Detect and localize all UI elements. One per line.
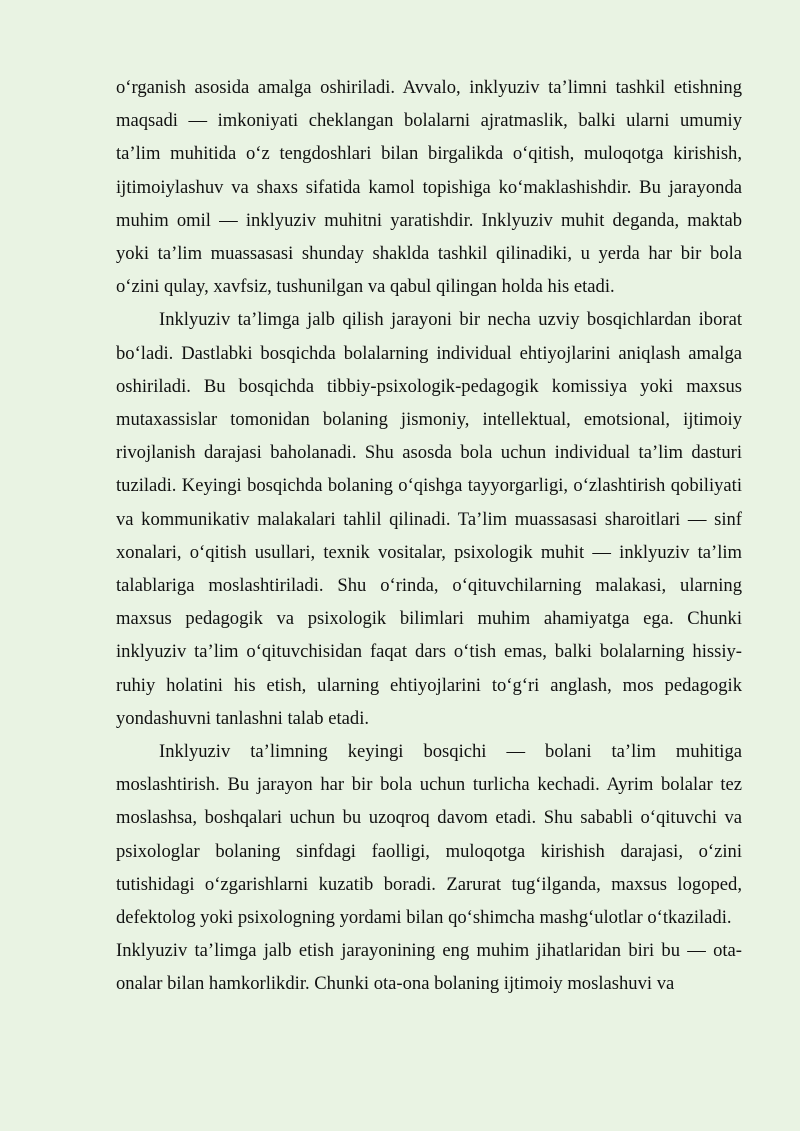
paragraph-3: Inklyuziv taʼlimning keyingi bosqichi — bolani taʼlim muhitiga moslashtirish. Bu jarayon har bir bola uchun turlicha kechadi. Ayrim bolalar tez moslashsa, boshqalari uchun bu uzoqroq davom etadi. Shu sababli oʻqituvchi va psixologlar bolaning sinfdagi faolligi, muloqotga kirishish darajasi, oʻzini tutishidagi oʻzgarishlarni kuzatib boradi. Zarurat tugʻilganda, maxsus logoped, defektolog yoki psixologning yordami bilan qoʻshimcha mashgʻulotlar oʻtkaziladi.: [116, 741, 742, 929]
paragraph-4: Inklyuziv taʼlimga jalb etish jarayonining eng muhim jihatlaridan biri bu — ota-onalar bilan hamkorlikdir. Chunki ota-ona bolaning ijtimoiy moslashuvi va: [116, 940, 742, 995]
paragraph-2: Inklyuziv taʼlimga jalb qilish jarayoni bir necha uzviy bosqichlardan iborat boʻladi. Dastlabki bosqichda bolalarning individual ehtiyojlarini aniqlash amalga oshiriladi. Bu bosqichda tibbiy-psixologik-pedagogik komissiya yoki maxsus mutaxassislar tomonidan bolaning jismoniy, intellektual, emotsional, ijtimoiy rivojlanish darajasi baholanadi. Shu asosda bola uchun individual taʼlim dasturi tuziladi. Keyingi bosqichda bolaning oʻqishga tayyorgarligi, oʻzlashtirish qobiliyati va kommunikativ malakalari tahlil qilinadi. Taʼlim muassasasi sharoitlari — sinf xonalari, oʻqitish usullari, texnik vositalar, psixologik muhit — inklyuziv taʼlim talablariga moslashtiriladi. Shu oʻrinda, oʻqituvchilarning malakasi, ularning maxsus pedagogik va psixologik bilimlari muhim ahamiyatga ega. Chunki inklyuziv taʼlim oʻqituvchisidan faqat dars oʻtish emas, balki bolalarning hissiy-ruhiy holatini his etish, ularning ehtiyojlarini toʻgʻri anglash, mos pedagogik yondashuvni tanlashni talab etadi.: [116, 309, 742, 729]
paragraph-1: oʻrganish asosida amalga oshiriladi. Avvalo, inklyuziv taʼlimni tashkil etishning maqsadi — imkoniyati cheklangan bolalarni ajratmaslik, balki ularni umumiy taʼlim muhitida oʻz tengdoshlari bilan birgalikda oʻqitish, muloqotga kirishish, ijtimoiylashuv va shaxs sifatida kamol topishiga koʻmaklashishdir. Bu jarayonda muhim omil — inklyuziv muhitni yaratishdir. Inklyuziv muhit deganda, maktab yoki taʼlim muassasasi shunday shaklda tashkil qilinadiki, u yerda har bir bola oʻzini qulay, xavfsiz, tushunilgan va qabul qilingan holda his etadi.: [116, 77, 742, 298]
